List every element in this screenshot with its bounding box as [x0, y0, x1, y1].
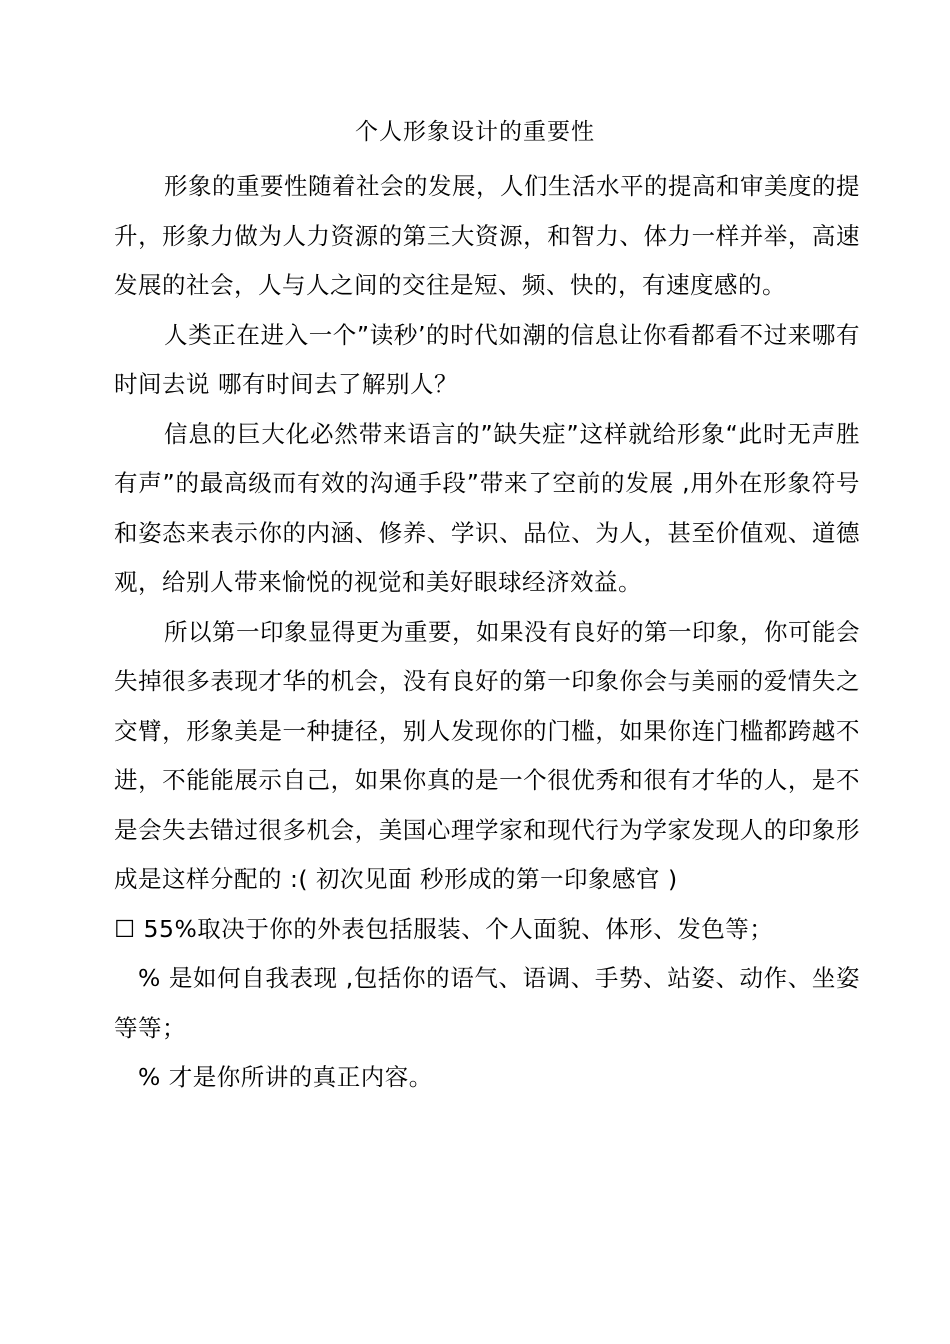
paragraph: 人类正在进入一个”读秒’的时代如潮的信息让你看都看不过来哪有时间去说 哪有时间去了解别人？	[114, 320, 860, 398]
paragraph: 形象的重要性随着社会的发展，人们生活水平的提高和审美度的提升，形象力做为人力资源的第三大资源，和智力、体力一样并举，高速发展的社会，人与人之间的交往是短、频、快的，有速度感的。	[114, 172, 860, 299]
document-title: 个人形象设计的重要性	[355, 119, 595, 145]
list-item: ☐ 55%取决于你的外表包括服装、个人面貌、体形、发色等；	[114, 914, 774, 943]
document-body	[114, 162, 860, 1103]
paragraph: 信息的巨大化必然带来语言的”缺失症”这样就给形象“此时无声胜有声”的最高级而有效的沟通手段”带来了空前的发展 ,用外在形象符号和姿态来表示你的内涵、修养、学识、品位、为人，甚至价值观、道德观，给别人带来愉悦的视觉和美好眼球经济效益。	[114, 419, 860, 596]
list-item: % 才是你所讲的真正内容。	[138, 1063, 433, 1091]
paragraph: 所以第一印象显得更为重要，如果没有良好的第一印象，你可能会失掉很多表现才华的机会，没有良好的第一印象你会与美丽的爱情失之交臂，形象美是一种捷径，别人发现你的门槛，如果你连门槛都跨越不进，不能能展示自己，如果你真的是一个很优秀和很有才华的人，是不是会失去错过很多机会，美国心理学家和现代行为学家发现人的印象形成是这样分配的 :( 初次见面 秒形成的第一印象感官 )	[114, 617, 860, 893]
list-item: % 是如何自我表现 ,包括你的语气、语调、手势、站姿、动作、坐姿等等；	[114, 964, 860, 1042]
